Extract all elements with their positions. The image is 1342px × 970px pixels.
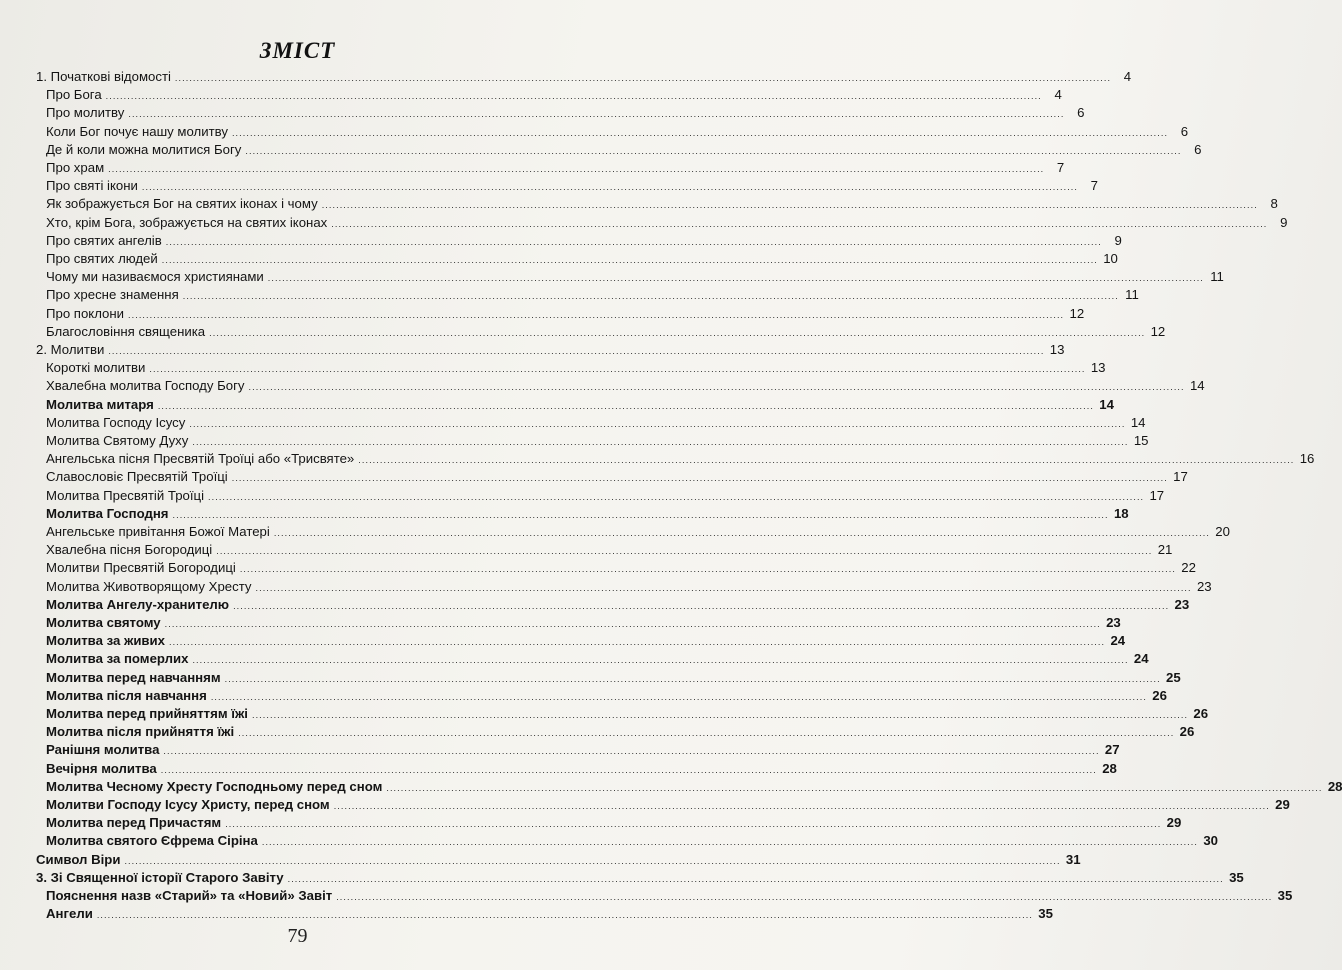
toc-entry xyxy=(46,705,1209,723)
toc-entry-page: 23 xyxy=(1196,578,1212,594)
toc-entry-page: 11 xyxy=(1125,287,1139,303)
toc-entry-title: Молитва святого Єфрема Сіріна xyxy=(46,833,258,849)
toc-dot-leader: .................................................................................................................................................................................................................................................................... xyxy=(225,819,1162,830)
toc-dot-leader: .................................................................................................................................................................................................................................................................... xyxy=(192,437,1129,447)
toc-entry xyxy=(46,214,1288,232)
toc-entry-title: Про святих ангелів xyxy=(46,232,162,248)
toc-entry-title: Символ Віри xyxy=(36,851,121,867)
toc-dot-leader: .................................................................................................................................................................................................................................................................... xyxy=(124,855,1061,866)
toc-entry xyxy=(46,505,1129,523)
toc-dot-leader: .................................................................................................................................................................................................................................................................... xyxy=(209,327,1146,338)
toc-entry-title: Ангельська пісня Пресвятій Троїці або «Трисвяте» xyxy=(46,451,355,467)
toc-entry-title: 2. Молитви xyxy=(36,342,105,357)
toc-entry-page: 7 xyxy=(1056,160,1065,175)
toc-entry xyxy=(46,687,1167,705)
toc-entry-page: 29 xyxy=(1166,815,1182,831)
toc-entry-page: 18 xyxy=(1113,505,1129,521)
toc-entry-page: 9 xyxy=(1114,232,1122,248)
toc-entry-title: Коли Бог почує нашу молитву xyxy=(46,123,228,139)
toc-entry-page: 29 xyxy=(1275,797,1290,812)
toc-entry xyxy=(46,359,1106,377)
toc-dot-leader: .................................................................................................................................................................................................................................................................... xyxy=(128,309,1065,320)
toc-entry-title: 1. Початкові відомості xyxy=(36,69,171,84)
toc-entry xyxy=(46,414,1146,432)
toc-entry xyxy=(46,86,1062,104)
toc-entry xyxy=(46,541,1173,559)
toc-entry-title: Молитва за живих xyxy=(46,633,165,649)
toc-entry-page: 35 xyxy=(1038,906,1053,922)
toc-entry-title: Молитва митаря xyxy=(46,396,154,412)
toc-dot-leader: .................................................................................................................................................................................................................................................................... xyxy=(108,346,1045,356)
toc-entry xyxy=(46,396,1114,414)
toc-entry-page: 6 xyxy=(1077,105,1085,121)
toc-entry-page: 21 xyxy=(1157,542,1173,558)
toc-entry xyxy=(46,450,1315,468)
toc-dot-leader: .................................................................................................................................................................................................................................................................... xyxy=(336,892,1273,902)
toc-entry-page: 25 xyxy=(1166,669,1181,685)
toc-entry xyxy=(46,104,1085,122)
toc-entry-title: Про храм xyxy=(46,160,105,175)
toc-entry-title: Вечірня молитва xyxy=(46,760,157,776)
toc-entry-title: Про святих людей xyxy=(46,251,158,266)
toc-entry xyxy=(36,869,1244,887)
toc-entry xyxy=(46,723,1195,741)
toc-entry xyxy=(46,268,1224,286)
toc-entry-title: Молитви Господу Ісусу Христу, перед сном xyxy=(46,797,330,812)
toc-entry xyxy=(46,432,1149,450)
toc-entry xyxy=(36,851,1081,869)
toc-dot-leader: .................................................................................................................................................................................................................................................................... xyxy=(168,637,1106,648)
toc-entry-page: 26 xyxy=(1179,724,1195,740)
toc-entry xyxy=(46,650,1149,668)
toc-dot-leader: .................................................................................................................................................................................................................................................................... xyxy=(233,600,1170,611)
toc-entry xyxy=(46,741,1120,759)
toc-entry-title: Молитва Ангелу-хранителю xyxy=(46,596,230,612)
toc-dot-leader: .................................................................................................................................................................................................................................................................... xyxy=(163,746,1100,757)
toc-entry-title: Благословіння священика xyxy=(46,323,206,339)
toc-dot-leader: .................................................................................................................................................................................................................................................................... xyxy=(251,710,1189,720)
toc-entry-title: Про хресне знамення xyxy=(46,287,179,303)
toc-dot-leader: .................................................................................................................................................................................................................................................................... xyxy=(189,418,1126,429)
toc-entry-page: 13 xyxy=(1049,342,1065,357)
toc-entry-title: Пояснення назв «Старий» та «Новий» Завіт xyxy=(46,888,333,903)
toc-dot-leader: .................................................................................................................................................................................................................................................................... xyxy=(160,764,1097,775)
toc-entry-page: 11 xyxy=(1210,269,1224,285)
toc-dot-leader: .................................................................................................................................................................................................................................................................... xyxy=(108,164,1045,174)
toc-dot-leader: .................................................................................................................................................................................................................................................................... xyxy=(96,910,1033,921)
toc-entry-page: 17 xyxy=(1149,487,1165,503)
toc-entry xyxy=(46,487,1165,505)
toc-dot-leader: .................................................................................................................................................................................................................................................................... xyxy=(321,200,1258,211)
toc-entry-page: 23 xyxy=(1106,615,1121,630)
toc-dot-leader: .................................................................................................................................................................................................................................................................... xyxy=(267,273,1204,284)
toc-entry-page: 30 xyxy=(1203,833,1218,849)
toc-entry xyxy=(46,123,1189,141)
toc-dot-leader: .................................................................................................................................................................................................................................................................... xyxy=(333,801,1270,811)
toc-entry xyxy=(46,377,1205,395)
toc-entry xyxy=(46,159,1065,177)
toc-dot-leader: .................................................................................................................................................................................................................................................................... xyxy=(192,655,1129,666)
toc-entry-title: Хвалебна пісня Богородиці xyxy=(46,542,213,558)
toc-dot-leader: .................................................................................................................................................................................................................................................................... xyxy=(172,509,1109,520)
toc-dot-leader: .................................................................................................................................................................................................................................................................... xyxy=(165,236,1102,247)
toc-dot-leader: .................................................................................................................................................................................................................................................................... xyxy=(208,491,1145,502)
toc-dot-leader: .................................................................................................................................................................................................................................................................... xyxy=(239,564,1176,575)
toc-entry-page: 16 xyxy=(1299,451,1315,467)
toc-entry xyxy=(46,195,1278,213)
toc-entry-title: Хвалебна молитва Господу Богу xyxy=(46,378,245,394)
toc-entry xyxy=(46,614,1121,632)
toc-entry-page: 23 xyxy=(1174,596,1190,612)
toc-dot-leader: .................................................................................................................................................................................................................................................................... xyxy=(216,546,1153,557)
toc-entry-page: 31 xyxy=(1065,851,1081,867)
toc-entry-title: Молитви Пресвятій Богородиці xyxy=(46,560,236,576)
toc-entry-title: Молитва Святому Духу xyxy=(46,433,189,448)
toc-entry-page: 14 xyxy=(1189,378,1205,394)
toc-entry-page: 14 xyxy=(1130,414,1146,430)
toc-dot-leader: .................................................................................................................................................................................................................................................................... xyxy=(255,582,1192,593)
toc-entry-page: 24 xyxy=(1110,633,1126,649)
toc-dot-leader: .................................................................................................................................................................................................................................................................... xyxy=(331,218,1268,229)
toc-entry-page: 17 xyxy=(1173,469,1188,485)
toc-entry xyxy=(46,632,1126,650)
toc-entry xyxy=(46,323,1166,341)
toc-entry-title: Ангельське привітання Божої Матері xyxy=(46,524,270,539)
toc-entry-title: Молитва перед навчанням xyxy=(46,669,221,685)
toc-dot-leader: .................................................................................................................................................................................................................................................................... xyxy=(273,528,1210,538)
toc-entry-title: Молитва за померлих xyxy=(46,651,189,667)
toc-entry-page: 7 xyxy=(1090,178,1098,194)
toc-entry-page: 14 xyxy=(1099,396,1114,412)
toc-entry-page: 6 xyxy=(1180,123,1189,139)
toc-entry xyxy=(46,232,1122,250)
toc-entry xyxy=(46,250,1118,268)
toc-dot-leader: .................................................................................................................................................................................................................................................................... xyxy=(128,109,1065,120)
toc-entry xyxy=(46,305,1085,323)
toc-entry-title: Ранішня молитва xyxy=(46,742,160,758)
toc-entry-page: 10 xyxy=(1103,251,1118,266)
toc-entry-page: 35 xyxy=(1277,888,1293,903)
toc-dot-leader: .................................................................................................................................................................................................................................................................... xyxy=(157,400,1094,411)
toc-entry xyxy=(46,814,1182,832)
toc-dot-leader: .................................................................................................................................................................................................................................................................... xyxy=(161,255,1098,265)
toc-entry-page: 6 xyxy=(1194,141,1202,157)
toc-entry xyxy=(36,68,1132,86)
toc-entry-page: 4 xyxy=(1123,69,1132,84)
toc-entry-title: Славословіє Пресвятій Троїці xyxy=(46,469,228,485)
toc-entry-title: Про святі ікони xyxy=(46,178,138,194)
toc-dot-leader: .................................................................................................................................................................................................................................................................... xyxy=(386,782,1323,793)
toc-entry xyxy=(46,523,1230,541)
toc-entry-page: 28 xyxy=(1327,778,1342,794)
toc-entry xyxy=(46,578,1212,596)
page-title: ЗМІСТ xyxy=(259,38,336,63)
toc-entry xyxy=(46,778,1342,796)
toc-entry-page: 22 xyxy=(1181,560,1196,576)
toc-dot-leader: .................................................................................................................................................................................................................................................................... xyxy=(231,473,1168,484)
toc-dot-leader: .................................................................................................................................................................................................................................................................... xyxy=(149,364,1086,375)
toc-entry xyxy=(46,596,1190,614)
toc-dot-leader: .................................................................................................................................................................................................................................................................... xyxy=(231,127,1169,138)
toc-entry-title: Хто, крім Бога, зображується на святих іконах xyxy=(46,214,328,230)
page-number: 79 xyxy=(287,925,308,947)
toc-entry-title: 3. Зі Священної історії Старого Завіту xyxy=(36,869,284,885)
toc-entry-title: Ангели xyxy=(46,906,93,922)
toc-dot-leader: .................................................................................................................................................................................................................................................................... xyxy=(248,382,1185,393)
toc-entry-title: Молитва Господу Ісусу xyxy=(46,414,186,430)
toc-entry-title: Молитва святому xyxy=(46,615,161,630)
toc-entry xyxy=(46,286,1139,304)
toc-entry-page: 4 xyxy=(1054,87,1062,103)
toc-entry xyxy=(46,832,1218,850)
toc-entry-title: Про поклони xyxy=(46,305,125,321)
toc-entry-page: 26 xyxy=(1152,687,1167,703)
toc-entry-title: Про Бога xyxy=(46,87,102,103)
toc-entry xyxy=(36,341,1065,359)
toc-entry-page: 20 xyxy=(1215,524,1230,539)
toc-entry xyxy=(46,796,1290,814)
toc-entry-page: 12 xyxy=(1069,305,1085,321)
toc-dot-leader: .................................................................................................................................................................................................................................................................... xyxy=(358,455,1295,466)
toc-entry xyxy=(46,177,1098,195)
toc-entry-title: Молитва після навчання xyxy=(46,687,207,703)
toc-entry-title: Про молитву xyxy=(46,105,125,121)
toc-entry-title: Чому ми називаємося християнами xyxy=(46,269,264,285)
toc-entry-page: 12 xyxy=(1150,323,1166,339)
toc-entry-page: 8 xyxy=(1270,196,1278,212)
toc-entry xyxy=(46,141,1202,159)
toc-entry-page: 15 xyxy=(1133,433,1149,448)
toc-dot-leader: .................................................................................................................................................................................................................................................................... xyxy=(164,619,1101,629)
toc-entry xyxy=(46,669,1181,687)
toc-dot-leader: .................................................................................................................................................................................................................................................................... xyxy=(287,873,1224,884)
toc-entry xyxy=(46,905,1053,923)
toc-entry-page: 24 xyxy=(1133,651,1149,667)
toc-entry-title: Як зображується Бог на святих іконах і чому xyxy=(46,196,318,212)
toc-entry-title: Короткі молитви xyxy=(46,360,146,376)
toc-entry-page: 13 xyxy=(1090,360,1106,376)
toc-dot-leader: .................................................................................................................................................................................................................................................................... xyxy=(174,73,1112,83)
toc-entry-title: Молитва Чесному Хресту Господньому перед сном xyxy=(46,778,383,794)
toc-entry-page: 35 xyxy=(1229,869,1244,885)
toc-dot-leader: .................................................................................................................................................................................................................................................................... xyxy=(261,837,1198,848)
toc-entry-title: Молитва після прийняття їжі xyxy=(46,724,235,740)
toc-entry-title: Молитва Животворящому Хресту xyxy=(46,578,252,594)
toc-entry xyxy=(46,760,1117,778)
toc-entry-title: Молитва перед прийняттям їжі xyxy=(46,706,248,721)
toc-entry-page: 28 xyxy=(1102,760,1117,776)
toc-dot-leader: .................................................................................................................................................................................................................................................................... xyxy=(245,145,1182,156)
toc-entry-title: Молитва Господня xyxy=(46,505,169,521)
toc-dot-leader: .................................................................................................................................................................................................................................................................... xyxy=(182,291,1119,302)
toc-dot-leader: .................................................................................................................................................................................................................................................................... xyxy=(210,691,1147,702)
toc-entry-title: Молитва Пресвятій Троїці xyxy=(46,487,205,503)
toc-entry-page: 27 xyxy=(1104,742,1120,758)
toc-dot-leader: .................................................................................................................................................................................................................................................................... xyxy=(105,91,1042,102)
toc-entry-title: Молитва перед Причастям xyxy=(46,815,222,831)
toc-dot-leader: .................................................................................................................................................................................................................................................................... xyxy=(238,728,1175,739)
toc-entry xyxy=(46,887,1293,905)
toc-entry-title: Де й коли можна молитися Богу xyxy=(46,141,242,157)
toc-entry-page: 26 xyxy=(1193,706,1209,721)
toc-entry xyxy=(46,468,1188,486)
toc-entry xyxy=(46,559,1196,577)
toc-dot-leader: .................................................................................................................................................................................................................................................................... xyxy=(224,673,1161,684)
toc-entry-page: 9 xyxy=(1280,214,1288,230)
toc-dot-leader: .................................................................................................................................................................................................................................................................... xyxy=(141,182,1078,193)
